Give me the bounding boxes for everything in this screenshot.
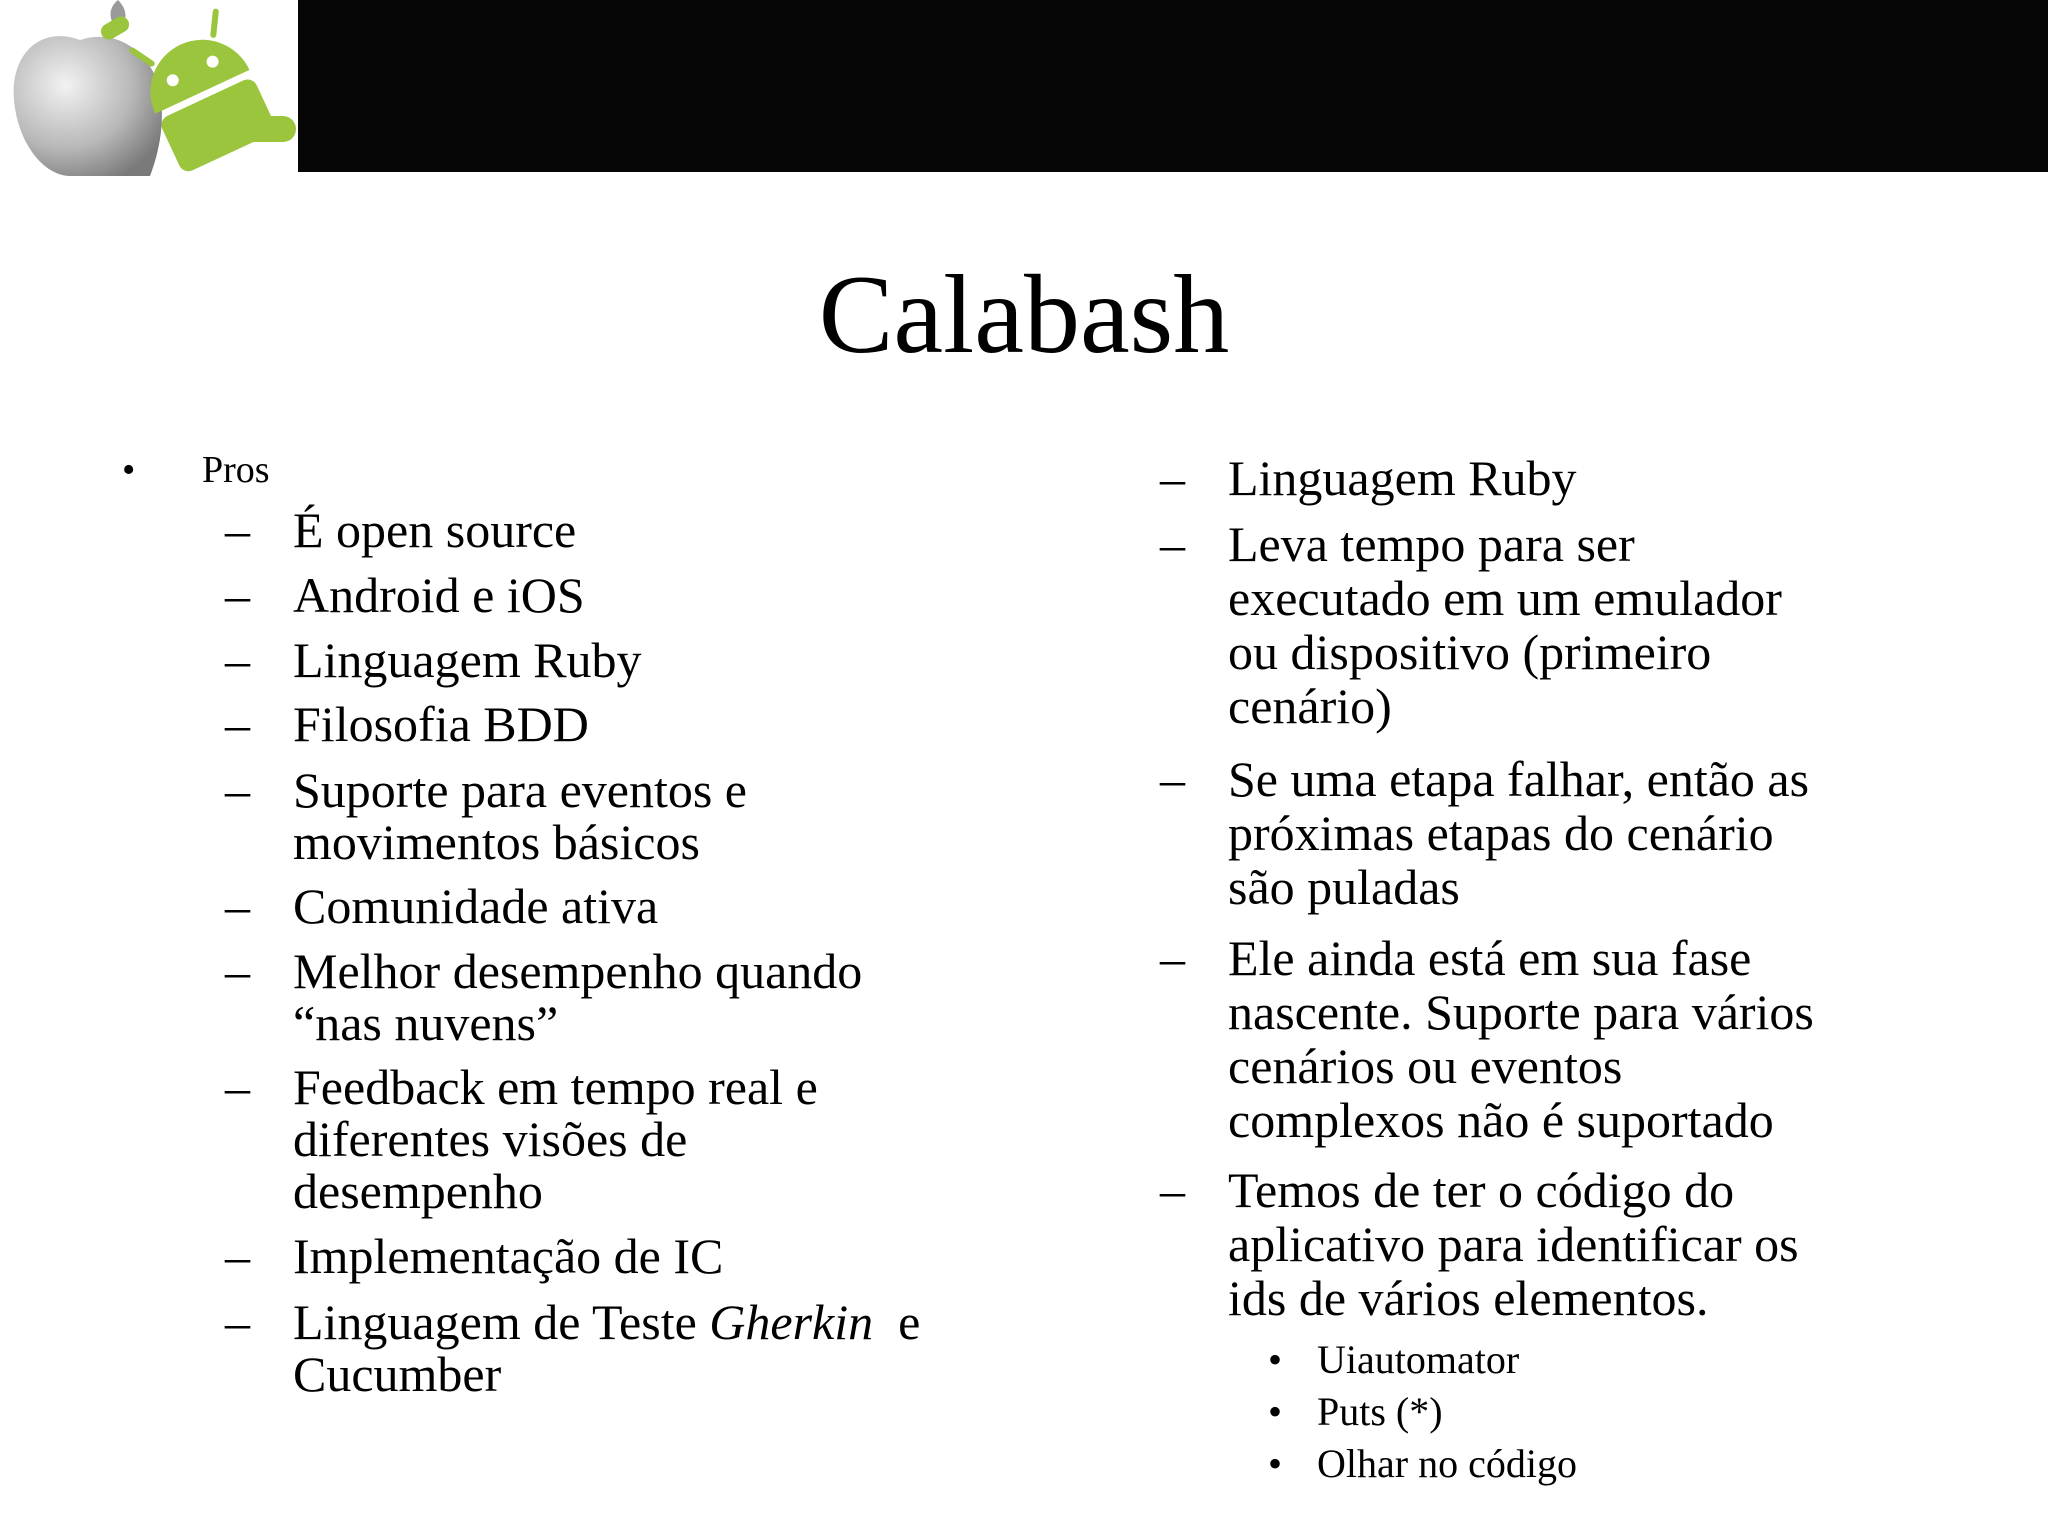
dash-icon: – bbox=[1160, 751, 1185, 807]
header-bar bbox=[298, 0, 2048, 172]
dash-icon: – bbox=[1160, 1162, 1185, 1218]
bullet-icon: • bbox=[1268, 1441, 1283, 1486]
bullet-icon: • bbox=[122, 449, 136, 491]
bullet-icon: • bbox=[1268, 1337, 1283, 1382]
bullet-icon: • bbox=[1268, 1389, 1283, 1434]
dash-icon: – bbox=[225, 1294, 250, 1350]
dash-icon: – bbox=[225, 696, 250, 752]
dash-icon: – bbox=[225, 1059, 250, 1115]
dash-icon: – bbox=[225, 943, 250, 999]
dash-icon: – bbox=[225, 878, 250, 934]
apple-android-logo bbox=[0, 0, 300, 176]
dash-icon: – bbox=[1160, 450, 1185, 506]
dash-icon: – bbox=[225, 1228, 250, 1284]
dash-icon: – bbox=[225, 632, 250, 688]
dash-icon: – bbox=[225, 762, 250, 818]
dash-icon: – bbox=[225, 567, 250, 623]
dash-icon: – bbox=[1160, 516, 1185, 572]
dash-icon: – bbox=[225, 502, 250, 558]
dash-icon: – bbox=[1160, 930, 1185, 986]
pros-label: Pros bbox=[202, 449, 270, 491]
slide-title: Calabash bbox=[818, 253, 1230, 377]
